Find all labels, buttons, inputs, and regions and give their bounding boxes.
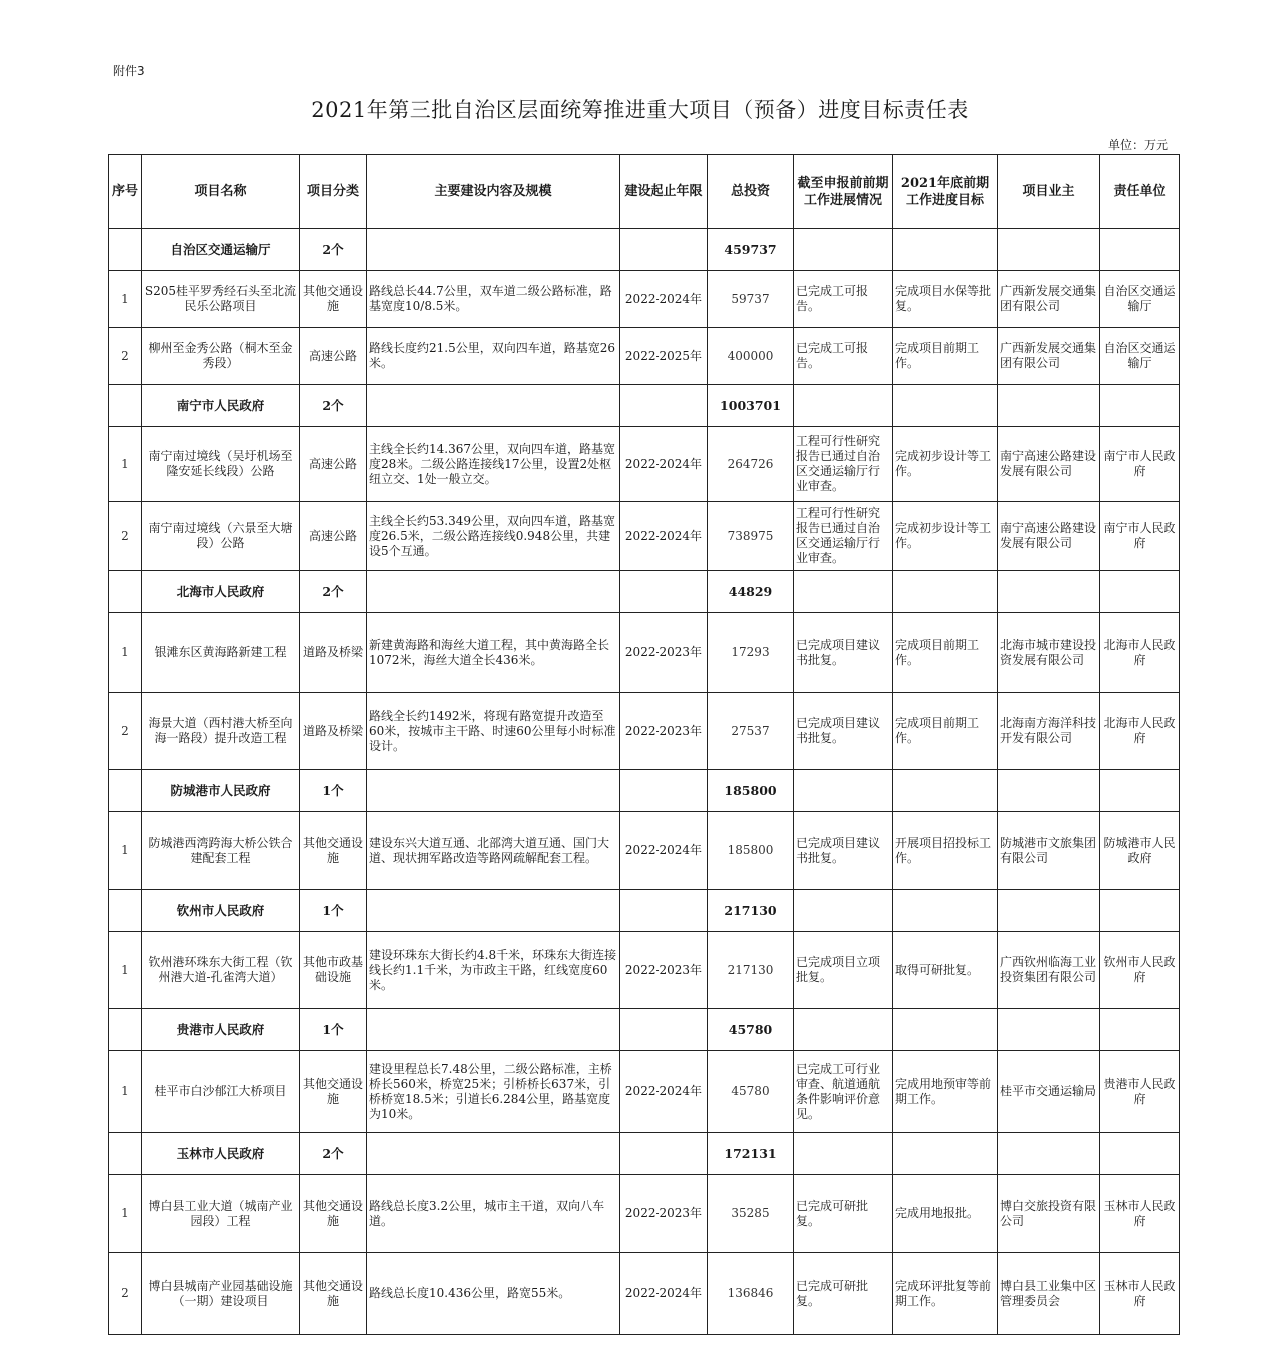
group-total: 459737 — [708, 229, 794, 271]
group-count: 1个 — [300, 890, 367, 932]
group-blank-cell — [893, 229, 998, 271]
total-investment: 59737 — [708, 271, 794, 328]
group-blank-cell — [1100, 1009, 1180, 1051]
project-owner: 广西新发展交通集团有限公司 — [998, 328, 1100, 385]
project-owner: 广西钦州临海工业投资集团有限公司 — [998, 932, 1100, 1009]
group-blank-cell — [109, 229, 142, 271]
group-name: 防城港市人民政府 — [142, 770, 300, 812]
group-blank-cell — [620, 890, 708, 932]
group-row — [109, 1133, 1180, 1175]
header-cell: 建设起止年限 — [620, 155, 708, 229]
year-end-target: 开展项目招投标工作。 — [893, 812, 998, 890]
group-blank-cell — [620, 385, 708, 427]
current-progress: 已完成工可行业审查、航道通航条件影响评价意见。 — [794, 1051, 893, 1133]
group-count: 2个 — [300, 1133, 367, 1175]
group-blank-cell — [794, 1133, 893, 1175]
project-category: 其他交通设施 — [300, 1253, 367, 1335]
group-blank-cell — [998, 1009, 1100, 1051]
group-blank-cell — [794, 571, 893, 613]
project-name: 博白县城南产业园基础设施（一期）建设项目 — [142, 1253, 300, 1335]
table-row — [109, 1253, 1180, 1335]
construction-content: 建设东兴大道互通、北部湾大道互通、国门大道、现状拥军路改造等路网疏解配套工程。 — [367, 812, 620, 890]
group-blank-cell — [794, 770, 893, 812]
row-number: 1 — [109, 1051, 142, 1133]
project-owner: 博白交旅投资有限公司 — [998, 1175, 1100, 1253]
group-blank-cell — [893, 770, 998, 812]
project-category: 其他市政基础设施 — [300, 932, 367, 1009]
group-blank-cell — [1100, 1133, 1180, 1175]
row-number: 1 — [109, 427, 142, 502]
group-row — [109, 1009, 1180, 1051]
project-name: 桂平市白沙郁江大桥项目 — [142, 1051, 300, 1133]
project-category: 高速公路 — [300, 427, 367, 502]
project-name: 南宁南过境线（吴圩机场至隆安延长线段）公路 — [142, 427, 300, 502]
group-name: 钦州市人民政府 — [142, 890, 300, 932]
group-total: 1003701 — [708, 385, 794, 427]
header-cell: 总投资 — [708, 155, 794, 229]
header-cell: 序号 — [109, 155, 142, 229]
group-blank-cell — [367, 385, 620, 427]
row-number: 1 — [109, 812, 142, 890]
current-progress: 已完成项目立项批复。 — [794, 932, 893, 1009]
group-blank-cell — [367, 229, 620, 271]
current-progress: 已完成项目建议书批复。 — [794, 613, 893, 693]
project-category: 其他交通设施 — [300, 1175, 367, 1253]
total-investment: 738975 — [708, 502, 794, 571]
table-row — [109, 693, 1180, 770]
group-row — [109, 890, 1180, 932]
group-row — [109, 229, 1180, 271]
total-investment: 35285 — [708, 1175, 794, 1253]
row-number: 2 — [109, 328, 142, 385]
group-blank-cell — [1100, 385, 1180, 427]
group-total: 45780 — [708, 1009, 794, 1051]
group-blank-cell — [998, 1133, 1100, 1175]
year-end-target: 完成用地报批。 — [893, 1175, 998, 1253]
year-end-target: 完成项目前期工作。 — [893, 693, 998, 770]
current-progress: 工程可行性研究报告已通过自治区交通运输厅行业审查。 — [794, 427, 893, 502]
group-count: 2个 — [300, 229, 367, 271]
group-blank-cell — [998, 229, 1100, 271]
responsible-unit: 南宁市人民政府 — [1100, 427, 1180, 502]
project-name: S205桂平罗秀经石头至北流民乐公路项目 — [142, 271, 300, 328]
header-cell: 项目分类 — [300, 155, 367, 229]
responsible-unit: 南宁市人民政府 — [1100, 502, 1180, 571]
total-investment: 17293 — [708, 613, 794, 693]
total-investment: 264726 — [708, 427, 794, 502]
group-blank-cell — [109, 385, 142, 427]
group-blank-cell — [367, 1009, 620, 1051]
group-blank-cell — [109, 571, 142, 613]
group-row — [109, 571, 1180, 613]
header-cell: 截至申报前前期工作进展情况 — [794, 155, 893, 229]
total-investment: 136846 — [708, 1253, 794, 1335]
project-category: 道路及桥梁 — [300, 693, 367, 770]
construction-period: 2022-2024年 — [620, 812, 708, 890]
total-investment: 217130 — [708, 932, 794, 1009]
project-name: 南宁南过境线（六景至大塘段）公路 — [142, 502, 300, 571]
table-row — [109, 812, 1180, 890]
year-end-target: 完成项目前期工作。 — [893, 328, 998, 385]
construction-period: 2022-2023年 — [620, 693, 708, 770]
construction-period: 2022-2024年 — [620, 271, 708, 328]
responsible-unit: 自治区交通运输厅 — [1100, 328, 1180, 385]
table-row — [109, 271, 1180, 328]
construction-period: 2022-2024年 — [620, 1051, 708, 1133]
responsible-unit: 钦州市人民政府 — [1100, 932, 1180, 1009]
group-blank-cell — [109, 890, 142, 932]
group-blank-cell — [794, 385, 893, 427]
construction-period: 2022-2023年 — [620, 932, 708, 1009]
construction-content: 路线全长约1492米，将现有路宽提升改造至60米，按城市主干路、时速60公里每小时标准设计。 — [367, 693, 620, 770]
current-progress: 已完成项目建议书批复。 — [794, 812, 893, 890]
group-count: 1个 — [300, 1009, 367, 1051]
group-total: 172131 — [708, 1133, 794, 1175]
project-owner: 桂平市交通运输局 — [998, 1051, 1100, 1133]
row-number: 1 — [109, 271, 142, 328]
group-blank-cell — [109, 1009, 142, 1051]
header-cell: 项目业主 — [998, 155, 1100, 229]
total-investment: 400000 — [708, 328, 794, 385]
table-body — [109, 229, 1180, 1335]
group-blank-cell — [893, 1009, 998, 1051]
row-number: 1 — [109, 1175, 142, 1253]
construction-period: 2022-2024年 — [620, 427, 708, 502]
group-blank-cell — [1100, 890, 1180, 932]
group-blank-cell — [1100, 571, 1180, 613]
group-total: 185800 — [708, 770, 794, 812]
table-row — [109, 502, 1180, 571]
table-row — [109, 427, 1180, 502]
group-blank-cell — [893, 1133, 998, 1175]
project-owner: 南宁高速公路建设发展有限公司 — [998, 427, 1100, 502]
group-blank-cell — [794, 229, 893, 271]
construction-period: 2022-2024年 — [620, 502, 708, 571]
total-investment: 45780 — [708, 1051, 794, 1133]
table-row — [109, 328, 1180, 385]
group-blank-cell — [367, 770, 620, 812]
group-blank-cell — [998, 770, 1100, 812]
group-blank-cell — [367, 571, 620, 613]
construction-content: 路线长度约21.5公里，双向四车道，路基宽26米。 — [367, 328, 620, 385]
group-blank-cell — [893, 890, 998, 932]
group-row — [109, 385, 1180, 427]
group-count: 2个 — [300, 571, 367, 613]
project-owner: 南宁高速公路建设发展有限公司 — [998, 502, 1100, 571]
group-blank-cell — [620, 1009, 708, 1051]
responsible-unit: 贵港市人民政府 — [1100, 1051, 1180, 1133]
project-owner: 防城港市文旅集团有限公司 — [998, 812, 1100, 890]
total-investment: 27537 — [708, 693, 794, 770]
responsible-unit: 玉林市人民政府 — [1100, 1253, 1180, 1335]
table-row — [109, 1175, 1180, 1253]
row-number: 2 — [109, 693, 142, 770]
group-blank-cell — [1100, 770, 1180, 812]
group-blank-cell — [998, 890, 1100, 932]
row-number: 2 — [109, 502, 142, 571]
project-category: 高速公路 — [300, 328, 367, 385]
row-number: 1 — [109, 932, 142, 1009]
attachment-label: 附件3 — [113, 64, 145, 78]
responsible-unit: 北海市人民政府 — [1100, 693, 1180, 770]
project-name: 海景大道（西村港大桥至向海一路段）提升改造工程 — [142, 693, 300, 770]
construction-content: 路线总长44.7公里，双车道二级公路标准，路基宽度10/8.5米。 — [367, 271, 620, 328]
group-row — [109, 770, 1180, 812]
construction-content: 路线总长度10.436公里，路宽55米。 — [367, 1253, 620, 1335]
header-cell: 主要建设内容及规模 — [367, 155, 620, 229]
current-progress: 已完成工可报告。 — [794, 271, 893, 328]
year-end-target: 完成项目水保等批复。 — [893, 271, 998, 328]
group-total: 217130 — [708, 890, 794, 932]
responsible-unit: 玉林市人民政府 — [1100, 1175, 1180, 1253]
group-total: 44829 — [708, 571, 794, 613]
current-progress: 已完成可研批复。 — [794, 1253, 893, 1335]
group-name: 自治区交通运输厅 — [142, 229, 300, 271]
project-name: 柳州至金秀公路（桐木至金秀段） — [142, 328, 300, 385]
construction-period: 2022-2023年 — [620, 613, 708, 693]
construction-content: 主线全长约14.367公里，双向四车道，路基宽度28米。二级公路连接线17公里，设置2处枢纽立交、1处一般立交。 — [367, 427, 620, 502]
row-number: 2 — [109, 1253, 142, 1335]
project-category: 其他交通设施 — [300, 1051, 367, 1133]
year-end-target: 取得可研批复。 — [893, 932, 998, 1009]
header-row — [109, 155, 1180, 229]
year-end-target: 完成项目前期工作。 — [893, 613, 998, 693]
group-blank-cell — [794, 1009, 893, 1051]
project-owner: 北海市城市建设投资发展有限公司 — [998, 613, 1100, 693]
group-blank-cell — [367, 1133, 620, 1175]
project-owner: 博白县工业集中区管理委员会 — [998, 1253, 1100, 1335]
construction-content: 新建黄海路和海丝大道工程，其中黄海路全长1072米，海丝大道全长436米。 — [367, 613, 620, 693]
construction-content: 建设里程总长7.48公里，二级公路标准，主桥桥长560米，桥宽25米；引桥桥长637米，引桥桥宽18.5米；引道长6.284公里，路基宽度为10米。 — [367, 1051, 620, 1133]
project-name: 银滩东区黄海路新建工程 — [142, 613, 300, 693]
group-blank-cell — [893, 385, 998, 427]
construction-content: 路线总长度3.2公里，城市主干道，双向八车道。 — [367, 1175, 620, 1253]
project-category: 其他交通设施 — [300, 812, 367, 890]
unit-label: 单位：万元 — [1107, 138, 1168, 152]
group-name: 贵港市人民政府 — [142, 1009, 300, 1051]
current-progress: 已完成可研批复。 — [794, 1175, 893, 1253]
group-blank-cell — [620, 770, 708, 812]
group-blank-cell — [620, 1133, 708, 1175]
current-progress: 已完成工可报告。 — [794, 328, 893, 385]
group-blank-cell — [620, 229, 708, 271]
group-name: 北海市人民政府 — [142, 571, 300, 613]
construction-content: 建设环珠东大街长约4.8千米，环珠东大街连接线长约1.1千米，为市政主干路，红线宽度60米。 — [367, 932, 620, 1009]
group-blank-cell — [367, 890, 620, 932]
total-investment: 185800 — [708, 812, 794, 890]
page-title: 2021年第三批自治区层面统筹推进重大项目（预备）进度目标责任表 — [311, 98, 969, 122]
project-category: 道路及桥梁 — [300, 613, 367, 693]
construction-content: 主线全长约53.349公里，双向四车道，路基宽度26.5米，二级公路连接线0.948公里，共建设5个互通。 — [367, 502, 620, 571]
group-blank-cell — [109, 1133, 142, 1175]
header-cell: 2021年底前期工作进度目标 — [893, 155, 998, 229]
project-category: 高速公路 — [300, 502, 367, 571]
construction-period: 2022-2024年 — [620, 1253, 708, 1335]
group-blank-cell — [1100, 229, 1180, 271]
responsible-unit: 防城港市人民政府 — [1100, 812, 1180, 890]
group-count: 1个 — [300, 770, 367, 812]
group-blank-cell — [109, 770, 142, 812]
group-name: 南宁市人民政府 — [142, 385, 300, 427]
group-blank-cell — [620, 571, 708, 613]
year-end-target: 完成初步设计等工作。 — [893, 427, 998, 502]
row-number: 1 — [109, 613, 142, 693]
project-name: 钦州港环珠东大街工程（钦州港大道-孔雀湾大道） — [142, 932, 300, 1009]
group-blank-cell — [998, 571, 1100, 613]
table-row — [109, 613, 1180, 693]
table-row — [109, 932, 1180, 1009]
year-end-target: 完成用地预审等前期工作。 — [893, 1051, 998, 1133]
current-progress: 工程可行性研究报告已通过自治区交通运输厅行业审查。 — [794, 502, 893, 571]
project-category: 其他交通设施 — [300, 271, 367, 328]
group-name: 玉林市人民政府 — [142, 1133, 300, 1175]
year-end-target: 完成初步设计等工作。 — [893, 502, 998, 571]
project-name: 博白县工业大道（城南产业园段）工程 — [142, 1175, 300, 1253]
responsible-unit: 北海市人民政府 — [1100, 613, 1180, 693]
project-table — [108, 154, 1180, 1335]
project-name: 防城港西湾跨海大桥公铁合建配套工程 — [142, 812, 300, 890]
project-owner: 广西新发展交通集团有限公司 — [998, 271, 1100, 328]
project-owner: 北海南方海洋科技开发有限公司 — [998, 693, 1100, 770]
header-cell: 责任单位 — [1100, 155, 1180, 229]
construction-period: 2022-2023年 — [620, 1175, 708, 1253]
group-blank-cell — [794, 890, 893, 932]
group-blank-cell — [893, 571, 998, 613]
responsible-unit: 自治区交通运输厅 — [1100, 271, 1180, 328]
construction-period: 2022-2025年 — [620, 328, 708, 385]
year-end-target: 完成环评批复等前期工作。 — [893, 1253, 998, 1335]
table-row — [109, 1051, 1180, 1133]
group-count: 2个 — [300, 385, 367, 427]
header-cell: 项目名称 — [142, 155, 300, 229]
current-progress: 已完成项目建议书批复。 — [794, 693, 893, 770]
group-blank-cell — [998, 385, 1100, 427]
